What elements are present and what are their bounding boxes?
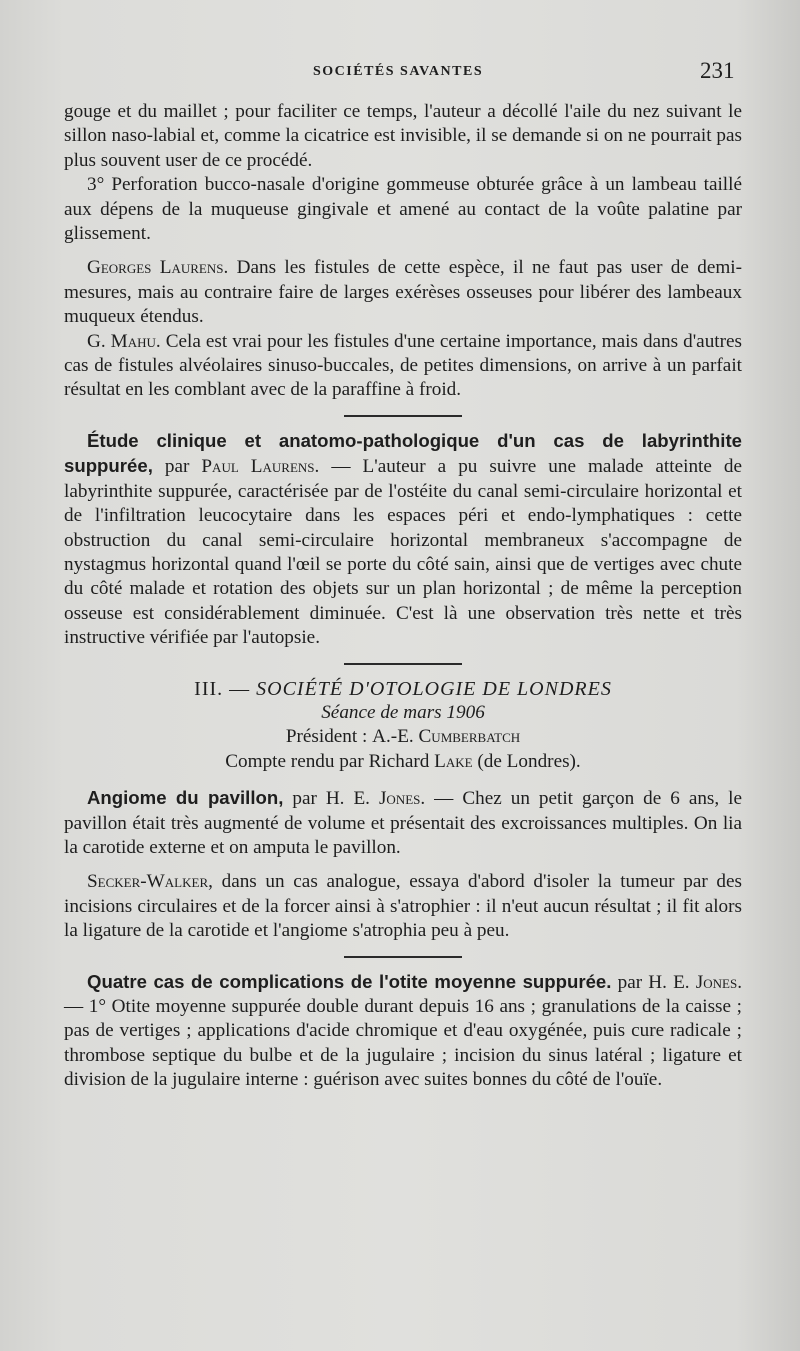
page-body <box>64 100 742 1093</box>
reporter-place: (de Londres). <box>472 750 581 772</box>
speaker-name: Secker-Walker, <box>87 871 213 893</box>
article-author: Jones. <box>695 971 742 993</box>
article-author: Paul Laurens. <box>201 456 320 478</box>
discussion-secker-walker <box>64 870 742 943</box>
section-divider <box>344 663 462 665</box>
running-head: SOCIÉTÉS SAVANTES <box>313 64 484 79</box>
article-title: Angiome du pavillon, <box>87 787 284 809</box>
report-label: Compte rendu par Richard <box>225 750 435 772</box>
report-line <box>64 750 742 774</box>
section-number: III. — <box>194 677 257 700</box>
discussion-mahu <box>64 330 742 403</box>
article-labyrinthite <box>64 429 742 651</box>
page-header <box>0 58 800 88</box>
discussion-text: dans un cas analogue, essaya d'abord d'isoler la tumeur par des incisions circulaires et de la forcer ainsi à s'atrophier : il n'eut aucun résultat ; il fit alors la ligature de la carotide et l'angiome s'atrophia peu à peu. <box>64 871 742 942</box>
session-date: Séance de mars 1906 <box>321 701 485 723</box>
speaker-name: G. Mahu. <box>87 330 161 352</box>
discussion-text: Cela est vrai pour les fistules d'une certaine importance, mais dans d'autres cas de fistules alvéolaires sinuso-buccales, de petites dimensions, on arrive à un parfait résultat en les comblant avec de la paraffine à froid. <box>64 330 742 401</box>
page-number: 231 <box>700 58 735 83</box>
paragraph-continuation: gouge et du maillet ; pour faciliter ce temps, l'auteur a décollé l'aile du nez suivant le sillon naso-labial et, comme la cicatrice est invisible, il se demande si on ne pourrait pas plus souvent user de ce procédé. <box>64 101 742 171</box>
article-angiome <box>64 786 742 860</box>
discussion-laurens <box>64 256 742 329</box>
discussion-text: Dans les fistules de cette espèce, il ne faut pas user de demi-mesures, mais au contraire faire de larges exérèses osseuses pour libérer des lambeaux muqueux étendus. <box>64 257 742 328</box>
article-author: Jones. <box>378 788 426 810</box>
paragraph-case-3: 3° Perforation bucco-nasale d'origine gommeuse obturée grâce à un lambeau taillé aux dépens de la muqueuse gingivale et amené au contact de la voûte palatine par glissement. <box>64 174 742 245</box>
article-title: Étude clinique et anatomo-pathologique d'un cas de labyrinthite suppurée, <box>64 429 742 477</box>
section-divider <box>344 956 462 958</box>
speaker-name: Georges Laurens. <box>87 257 229 279</box>
article-text: — Chez un petit garçon de 6 ans, le pavillon était très augmenté de volume et présentait des excroissances multiples. On lia la carotide externe et on amputa le pavillon. <box>64 788 743 858</box>
article-text: — L'auteur a pu suivre une malade atteinte de labyrinthite suppurée, caractérisée par de l'ostéite du canal semi-circulaire horizontal et de l'infiltration leucocytaire dans les espaces péri et endo-lymphatiques : cette obstruction du canal semi-circulaire horizontal membraneux s'accompagne de nystagmus horizontal quand l'œil se porte du côté sain, ainsi que de vertiges avec chute du côté malade et rotation des objets sur un plan horizontal ; de même la perception osseuse est considérablement diminuée. C'est là une observation très nette et très instructive vérifiée par l'autopsie. <box>64 456 743 649</box>
article-by: par H. E. <box>283 788 379 810</box>
section-divider <box>344 415 462 417</box>
article-title: Quatre cas de complications de l'otite moyenne suppurée. <box>87 970 612 992</box>
article-by: par <box>152 456 202 478</box>
president-label: Président : <box>285 726 373 748</box>
article-otite <box>64 970 742 1093</box>
section-title: SOCIÉTÉ D'OTOLOGIE DE LONDRES <box>256 677 612 700</box>
article-by: par H. E. <box>611 971 696 993</box>
president-line <box>64 725 742 749</box>
reporter-name: Lake <box>434 750 473 772</box>
president-name: A.-E. Cumberbatch <box>372 726 521 748</box>
section-heading <box>64 677 742 701</box>
article-text: — 1° Otite moyenne suppurée double durant depuis 16 ans ; granulations de la caisse ; pas de vertiges ; applications d'acide chromique et d'eau oxygénée, puis cure radicale ; thrombose septique du bulbe et de la jugulaire ; incision du sinus latéral ; ligature et division de la jugulaire interne : guérison avec suites bonnes du côté de l'ouïe. <box>64 996 742 1091</box>
